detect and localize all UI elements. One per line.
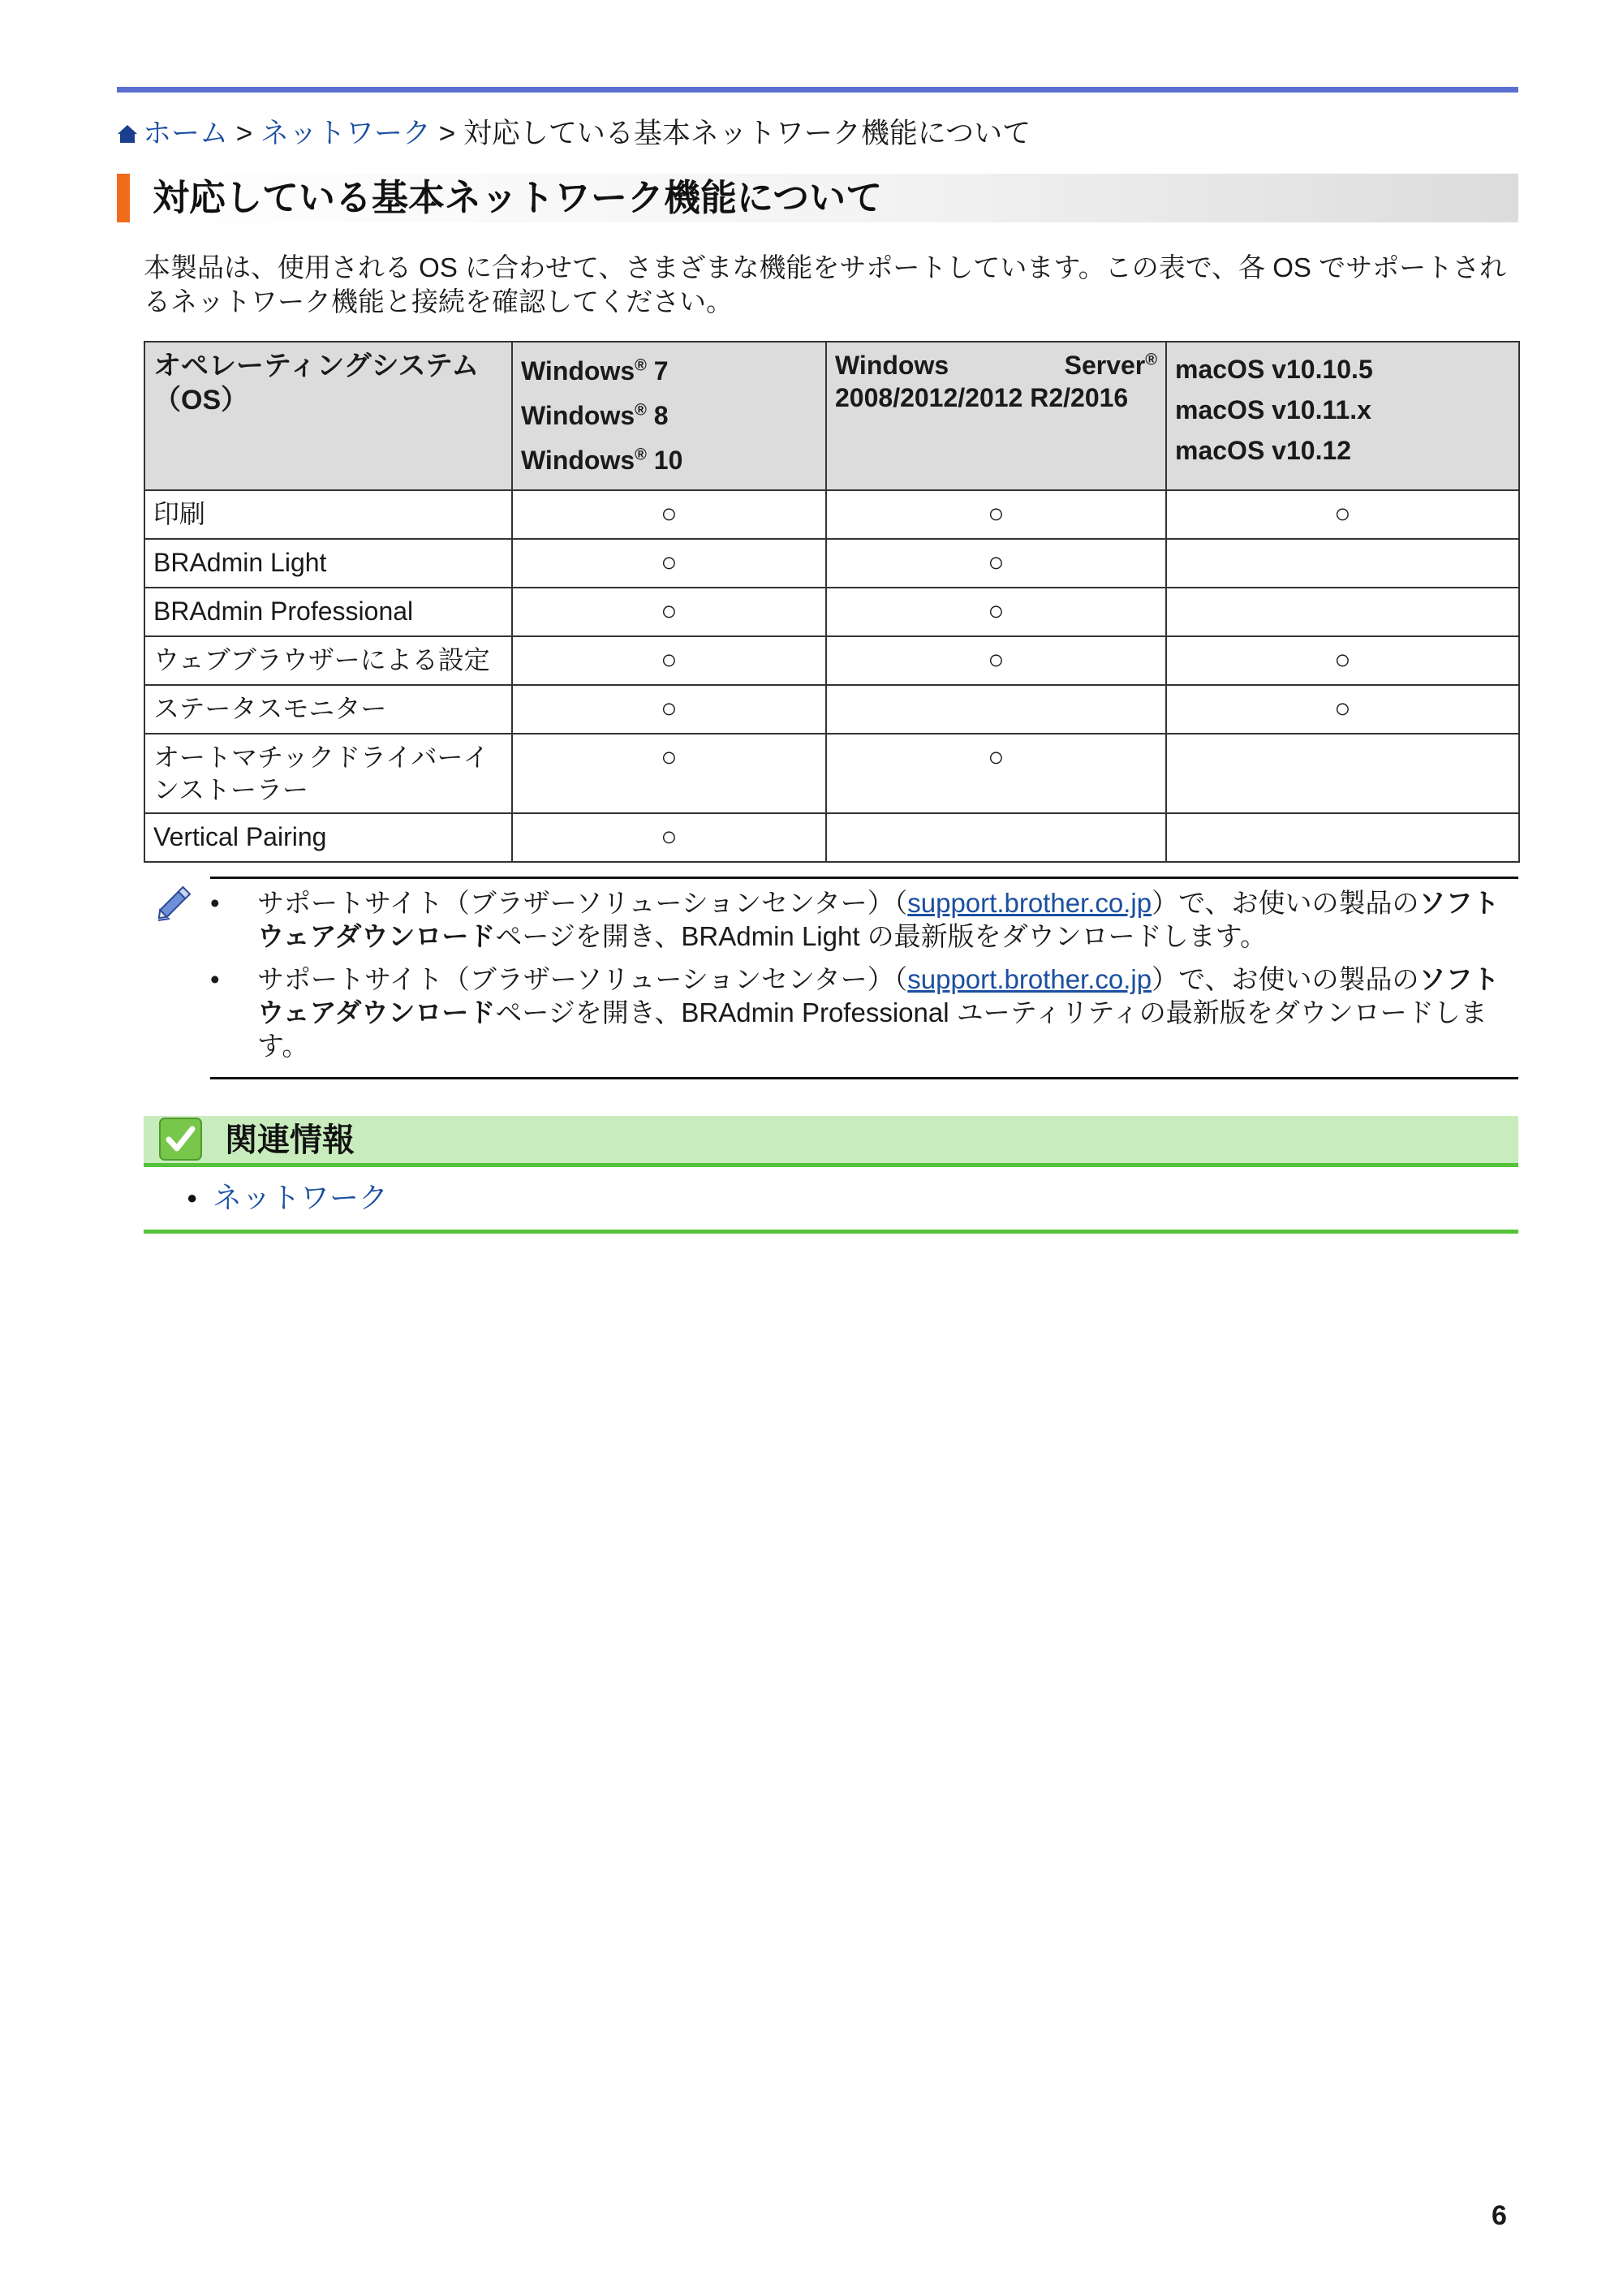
related-link-network[interactable]: ネットワーク — [213, 1181, 389, 1214]
feature-cell: Vertical Pairing — [144, 813, 512, 862]
breadcrumb-separator: > — [235, 118, 253, 149]
support-site-link[interactable]: support.brother.co.jp — [907, 888, 1152, 918]
support-mark-cell: ○ — [826, 734, 1166, 813]
table-row — [144, 539, 1519, 588]
note-rule-top — [210, 877, 1518, 879]
breadcrumb-current: 対応している基本ネットワーク機能について — [463, 118, 1031, 149]
breadcrumb — [117, 114, 1031, 153]
support-mark-cell: ○ — [512, 685, 826, 734]
table-row — [144, 813, 1519, 862]
header-macos-line: macOS v10.11.x — [1175, 395, 1371, 424]
support-mark-cell: ○ — [826, 539, 1166, 588]
feature-cell: ステータスモニター — [144, 685, 512, 734]
top-rule — [117, 87, 1518, 93]
note-bullet: • — [210, 888, 220, 918]
feature-cell: 印刷 — [144, 490, 512, 539]
support-mark-cell: ○ — [826, 490, 1166, 539]
related-links-list — [187, 1178, 388, 1217]
note-bullet: • — [210, 964, 220, 994]
header-windows-line: Windows® 8 — [521, 401, 669, 430]
note-item: • サポートサイト（ブラザーソリューションセンター）（support.brother.co.jp）で、お使いの製品のソフトウェアダウンロードページを開き、BRAdmin Light の最新版をダウンロードします。 — [210, 888, 1500, 951]
table-row — [144, 734, 1519, 813]
table-row — [144, 636, 1519, 685]
note-list — [210, 886, 1518, 1072]
checkmark-icon — [158, 1117, 203, 1161]
table-row — [144, 588, 1519, 636]
support-mark-cell: ○ — [512, 734, 826, 813]
table-row — [144, 490, 1519, 539]
support-mark-cell: ○ — [1166, 490, 1519, 539]
related-bottom-rule — [144, 1230, 1518, 1234]
header-macos-line: macOS v10.12 — [1175, 436, 1352, 465]
header-os-label: オペレーティングシステム（OS） — [144, 342, 512, 490]
support-mark-cell — [826, 685, 1166, 734]
support-mark-cell: ○ — [512, 636, 826, 685]
header-macos-line: macOS v10.10.5 — [1175, 355, 1373, 384]
title-accent — [117, 174, 130, 222]
header-windows-server-versions: 2008/2012/2012 R2/2016 — [835, 383, 1129, 412]
support-mark-cell — [1166, 734, 1519, 813]
table-header-row — [144, 342, 1519, 490]
support-mark-cell: ○ — [1166, 636, 1519, 685]
support-mark-cell: ○ — [512, 539, 826, 588]
support-mark-cell — [826, 813, 1166, 862]
table-row — [144, 685, 1519, 734]
support-mark-cell — [1166, 813, 1519, 862]
support-mark-cell — [1166, 588, 1519, 636]
feature-cell: BRAdmin Professional — [144, 588, 512, 636]
related-info-header — [144, 1116, 1518, 1167]
intro-paragraph: 本製品は、使用される OS に合わせて、さまざまな機能をサポートしています。この表で、各 OS でサポートされるネットワーク機能と接続を確認してください。 — [144, 252, 1507, 317]
page-title: 対応している基本ネットワーク機能について — [153, 177, 883, 218]
os-support-table — [144, 341, 1520, 863]
note-item: • サポートサイト（ブラザーソリューションセンター）（support.brother.co.jp）で、お使いの製品のソフトウェアダウンロードページを開き、BRAdmin Professional ユーティリティの最新版をダウンロードします。 — [210, 964, 1500, 1061]
support-mark-cell: ○ — [512, 813, 826, 862]
pencil-icon — [152, 877, 200, 925]
header-windows-line: Windows® 10 — [521, 446, 683, 475]
feature-cell: BRAdmin Light — [144, 539, 512, 588]
header-windows-line: Windows® 7 — [521, 356, 669, 386]
support-mark-cell: ○ — [512, 588, 826, 636]
related-link-item — [187, 1178, 388, 1217]
support-site-link[interactable]: support.brother.co.jp — [907, 964, 1152, 994]
support-mark-cell: ○ — [826, 636, 1166, 685]
home-icon — [117, 123, 138, 144]
breadcrumb-separator: > — [438, 118, 456, 149]
header-macos — [1166, 342, 1519, 490]
support-mark-cell: ○ — [826, 588, 1166, 636]
feature-cell: オートマチックドライバーインストーラー — [144, 734, 512, 813]
page-number: 6 — [1492, 2200, 1507, 2231]
support-mark-cell — [1166, 539, 1519, 588]
header-windows-server: Windows Server® 2008/2012/2012 R2/2016 — [826, 342, 1166, 490]
breadcrumb-home-link[interactable]: ホーム — [143, 118, 229, 149]
related-info-title: 関連情報 — [225, 1122, 355, 1158]
support-mark-cell: ○ — [512, 490, 826, 539]
page-title-bar — [117, 174, 1518, 222]
note-rule-bottom — [210, 1077, 1518, 1079]
support-mark-cell: ○ — [1166, 685, 1519, 734]
header-windows-client — [512, 342, 826, 490]
feature-cell: ウェブブラウザーによる設定 — [144, 636, 512, 685]
breadcrumb-network-link[interactable]: ネットワーク — [260, 118, 431, 149]
